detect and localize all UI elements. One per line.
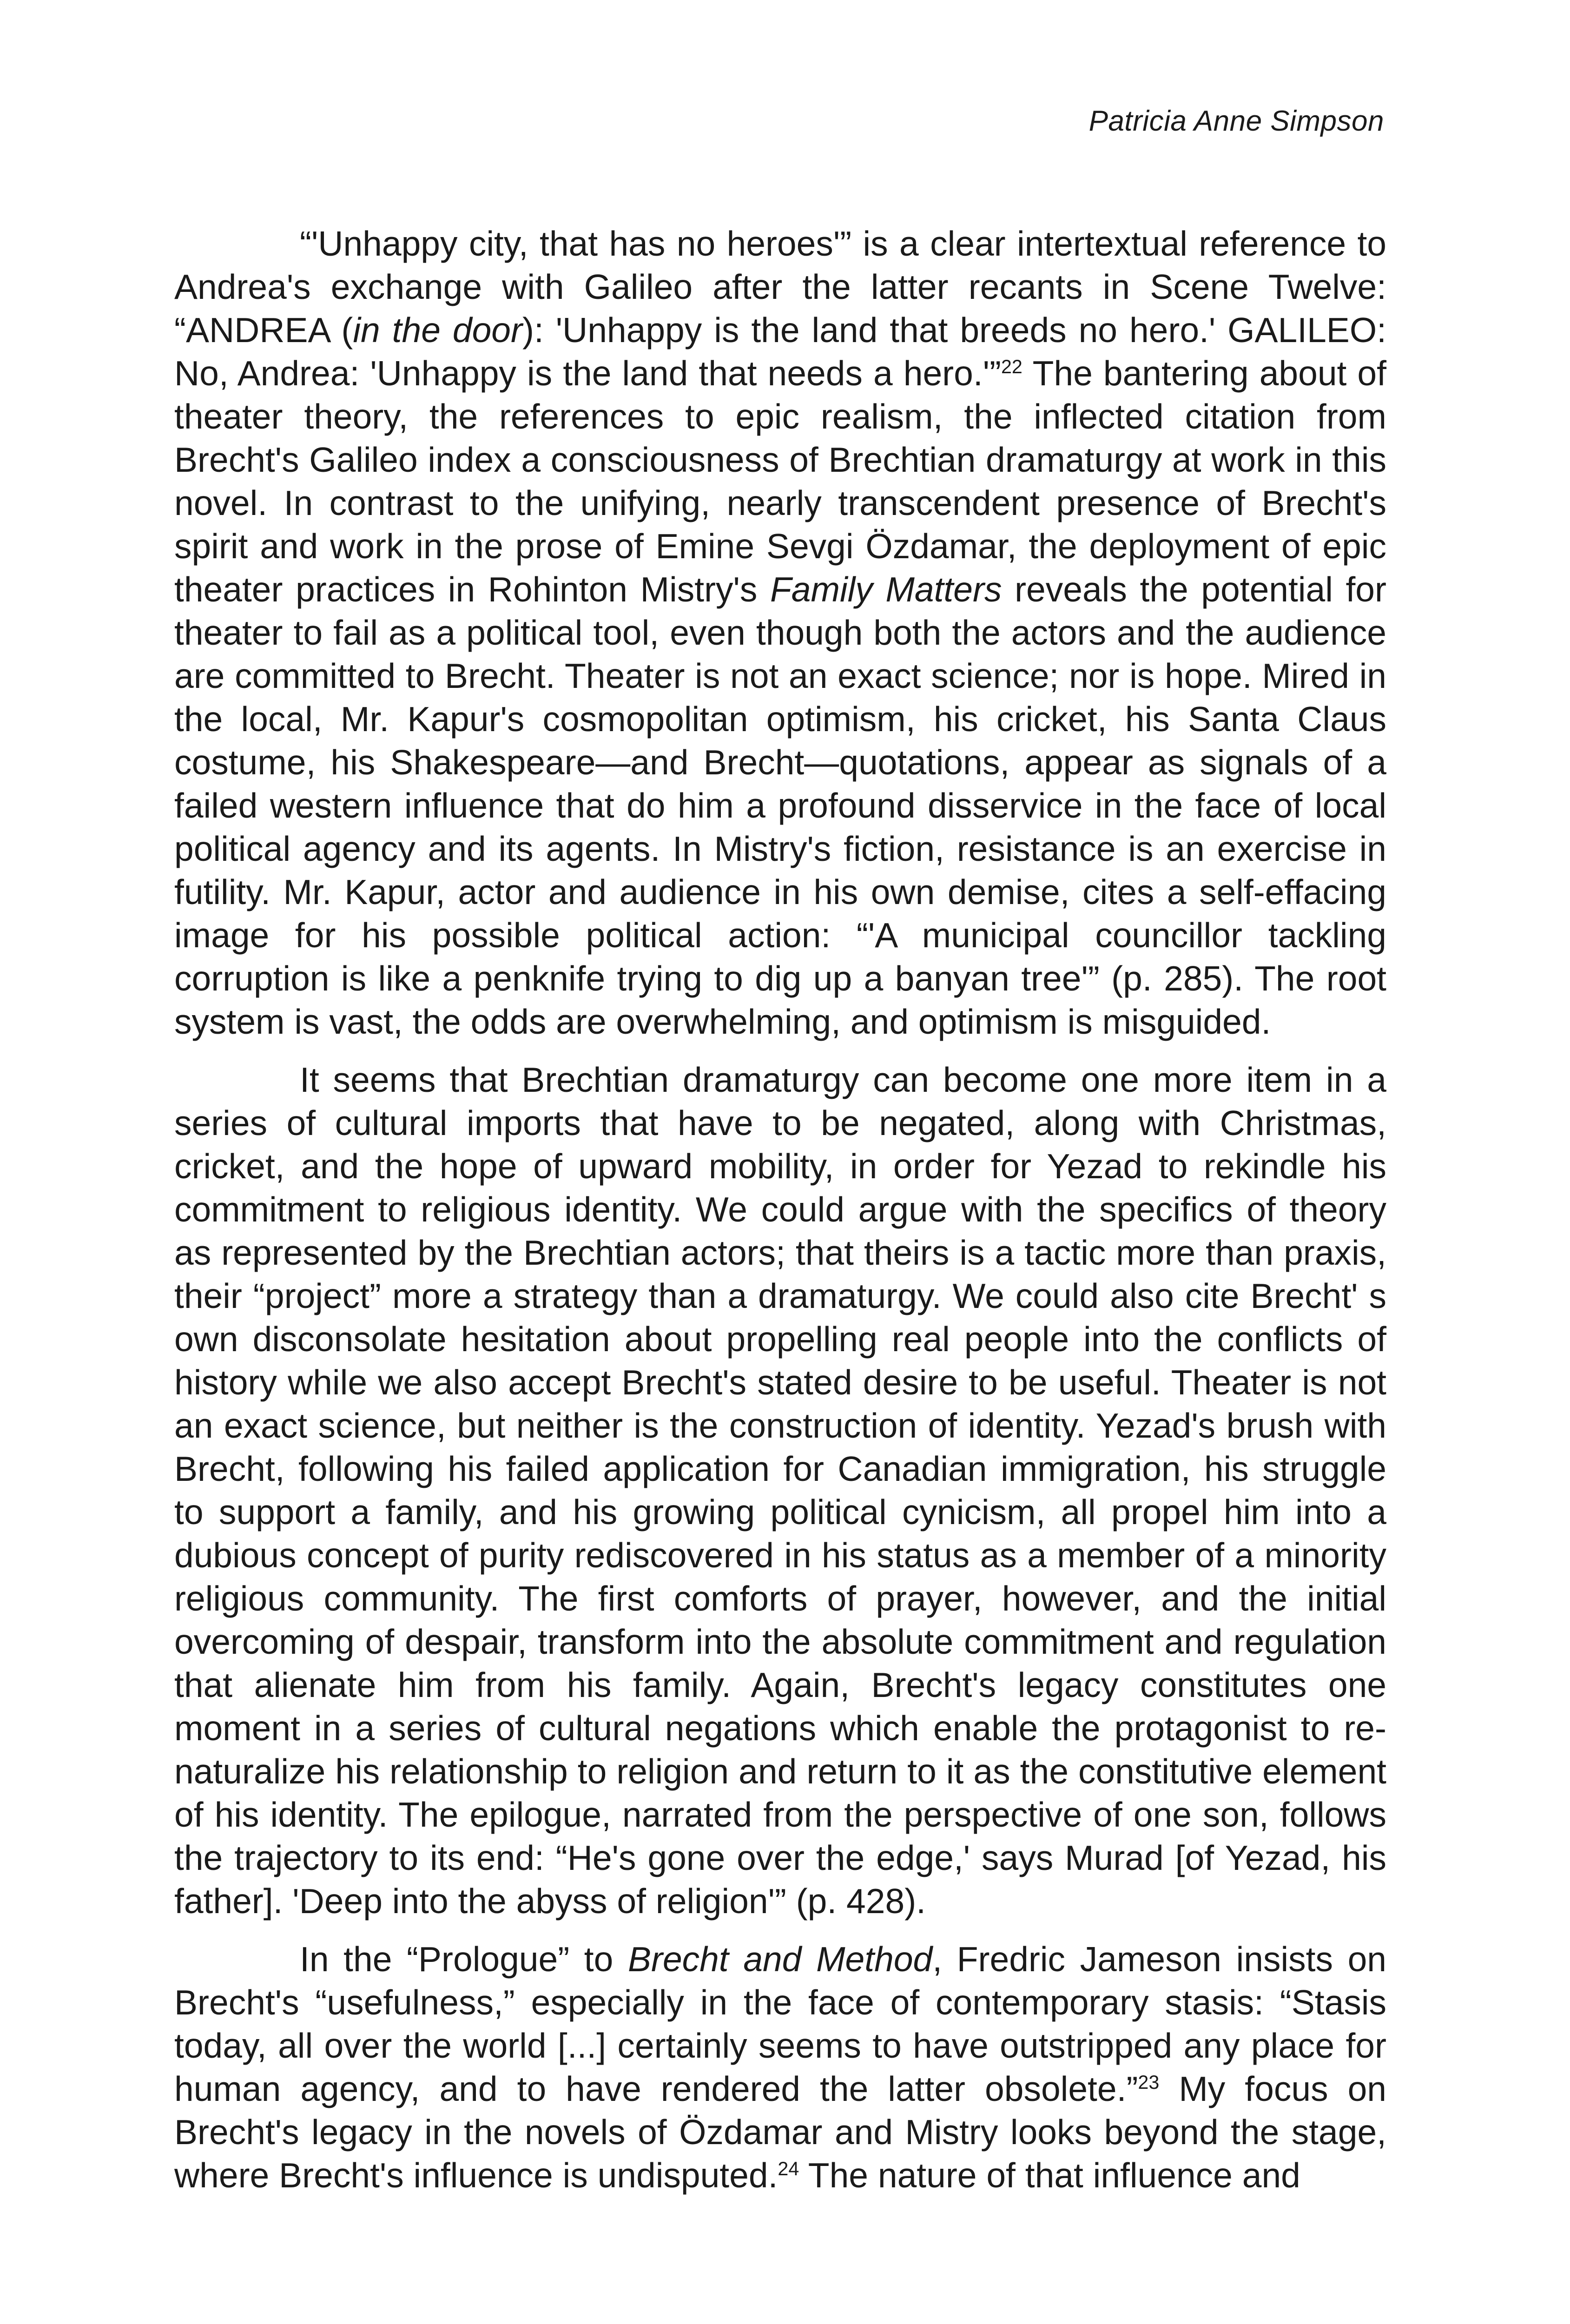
footnote-ref-22: 22 xyxy=(1001,356,1022,377)
italic-run: Family Matters xyxy=(770,570,1002,609)
paragraph-3 xyxy=(174,1938,1386,2197)
text-run: ): 'Unhappy is the land that breeds no hero.' GALILEO: No, Andrea: 'Unhappy is the land that needs a hero.'” xyxy=(174,310,1386,393)
italic-run: in the door xyxy=(353,310,522,350)
footnote-ref-24: 24 xyxy=(778,2158,799,2179)
text-run: The bantering about of theater theory, the references to epic realism, the inflected citation from Brecht's Galileo index a consciousness of Brechtian dramaturgy at work in this novel. In contrast to the unifying, nearly transcendent presence of Brecht's spirit and work in the prose of Emine Sevgi Özdamar, the deployment of epic theater practices in Rohinton Mistry's xyxy=(174,354,1386,609)
text-run: reveals the potential for theater to fail as a political tool, even though both the actors and the audience are committed to Brecht. Theater is not an exact science; nor is hope. Mired in the local, Mr. Kapur's cosmopolitan optimism, his cricket, his Santa Claus costume, his Shakespeare—and Brecht—quotations, appear as signals of a failed western influence that do him a profound disservice in the face of local political agency and its agents. In Mistry's fiction, resistance is an exercise in futility. Mr. Kapur, actor and audience in his own demise, cites a self-effacing image for his possible political action: “'A municipal councillor tackling corruption is like a penknife trying to dig up a banyan tree'” (p. 285). The root system is vast, the odds are overwhelming, and optimism is misguided. xyxy=(174,570,1386,1041)
text-run: My focus on Brecht's legacy in the novels of Özdamar and Mistry looks beyond the stage, where Brecht's influence is undisputed. xyxy=(174,2069,1386,2195)
text-run: It seems that Brechtian dramaturgy can become one more item in a series of cultural imports that have to be negated, along with Christmas, cricket, and the hope of upward mobility, in order for Yezad to rekindle his commitment to religious identity. We could argue with the specifics of theory as represented by the Brechtian actors; that theirs is a tactic more than praxis, their “project” more a strategy than a dramaturgy. We could also cite Brecht' s own disconsolate hesitation about propelling real people into the conflicts of history while we also accept Brecht's stated desire to be useful. Theater is not an exact science, but neither is the construction of identity. Yezad's brush with Brecht, following his failed application for Canadian immigration, his struggle to support a family, and his growing political cynicism, all propel him into a dubious concept of purity rediscovered in his status as a member of a minority religious community. The first comforts of prayer, however, and the initial overcoming of despair, transform into the absolute commitment and regulation that alienate him from his family. Again, Brecht's legacy constitutes one moment in a series of cultural negations which enable the protagonist to re-naturalize his relationship to religion and return to it as the constitutive element of his identity. The epilogue, narrated from the perspective of one son, follows the trajectory to its end: “He's gone over the edge,' says Murad [of Yezad, his father]. 'Deep into the abyss of religion'” (p. 428). xyxy=(174,1060,1386,1921)
italic-run: Brecht and Method xyxy=(627,1940,933,1979)
paragraph-1 xyxy=(174,222,1386,1043)
paragraph-2 xyxy=(174,1058,1386,1923)
body-text xyxy=(174,222,1386,2197)
footnote-ref-23: 23 xyxy=(1138,2072,1160,2093)
running-head: Patricia Anne Simpson xyxy=(1088,105,1384,137)
text-run: “'Unhappy city, that has no heroes'” is a clear intertextual reference to Andrea's exchange with Galileo after the latter recants in Scene Twelve: “ANDREA ( xyxy=(174,224,1386,350)
text-run: The nature of that influence and xyxy=(799,2156,1300,2195)
text-run: , Fredric Jameson insists on Brecht's “usefulness,” especially in the face of contemporary stasis: “Stasis today, all over the world [...] certainly seems to have outstripped any place for human agency, and to have rendered the latter obsolete.” xyxy=(174,1940,1386,2108)
text-run: In the “Prologue” to xyxy=(300,1940,628,1979)
